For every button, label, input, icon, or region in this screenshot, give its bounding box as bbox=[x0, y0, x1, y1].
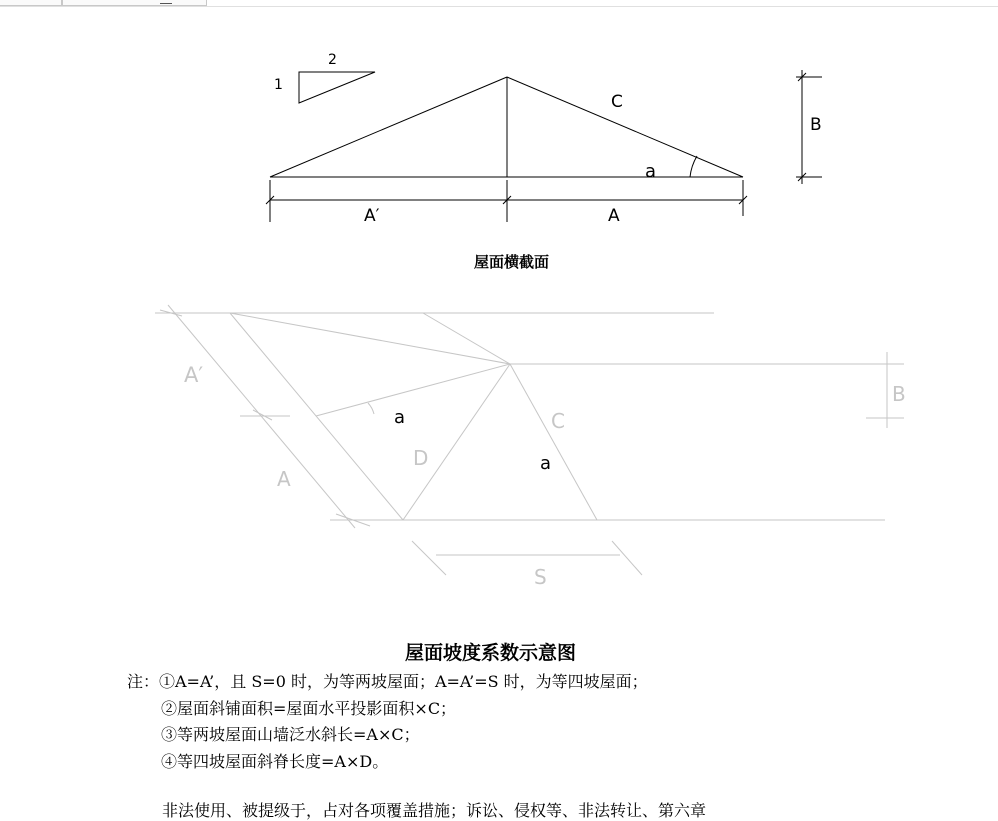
label-A-top: A bbox=[608, 206, 620, 226]
label-S-plan: S bbox=[534, 565, 547, 589]
note-line-4: ④等四坡屋面斜脊长度=A×D。 bbox=[161, 751, 389, 771]
cross-section-drawing bbox=[266, 70, 822, 222]
plan-S-tick-right bbox=[612, 541, 642, 575]
label-a-top: a bbox=[645, 161, 657, 182]
label-a-plan-1: a bbox=[394, 407, 406, 428]
label-a-plan-2: a bbox=[540, 453, 552, 474]
plan-dimension-diagonal bbox=[168, 305, 355, 528]
notes-block bbox=[127, 669, 648, 775]
slope-ratio-triangle bbox=[299, 72, 375, 103]
right-slope-line-C bbox=[507, 77, 743, 177]
label-A-prime-top: A′ bbox=[364, 206, 380, 226]
plan-S-tick-left bbox=[412, 541, 446, 575]
cross-section-caption: 屋面横截面 bbox=[474, 253, 550, 271]
label-B-top: B bbox=[810, 115, 822, 135]
label-B-plan: B bbox=[892, 382, 906, 406]
label-D-plan: D bbox=[413, 446, 429, 470]
ratio-label-2: 2 bbox=[328, 52, 337, 68]
ratio-label-1: 1 bbox=[274, 77, 283, 93]
plan-view-drawing bbox=[155, 305, 904, 575]
label-C-plan: C bbox=[551, 409, 565, 433]
label-A-prime-plan: A′ bbox=[184, 363, 204, 387]
note-line-3: ③等两坡屋面山墙泛水斜长=A×C； bbox=[161, 725, 420, 744]
label-C-top: C bbox=[611, 92, 623, 112]
label-A-plan: A bbox=[277, 467, 291, 491]
plan-angle-arc bbox=[368, 403, 374, 414]
figure-title: 屋面坡度系数示意图 bbox=[405, 642, 577, 664]
plan-hip-top bbox=[230, 313, 510, 364]
note-line-2: ②屋面斜铺面积=屋面水平投影面积×C； bbox=[161, 698, 457, 718]
clipped-paragraph: 非法使用、被提级于，占对各项覆盖措施；诉讼、侵权等、非法转让、第六章 bbox=[162, 801, 707, 820]
plan-diag-tick-2 bbox=[253, 410, 272, 420]
note-line-1: 注：①A=A’，且 S=0 时，为等两坡屋面；A=A’=S 时，为等四坡屋面； bbox=[127, 672, 648, 691]
plan-slope-line-a bbox=[316, 364, 510, 416]
plan-hip-C bbox=[510, 364, 597, 520]
angle-arc-a bbox=[690, 156, 697, 177]
plan-hip-D bbox=[403, 364, 510, 520]
left-slope-line bbox=[270, 77, 507, 177]
